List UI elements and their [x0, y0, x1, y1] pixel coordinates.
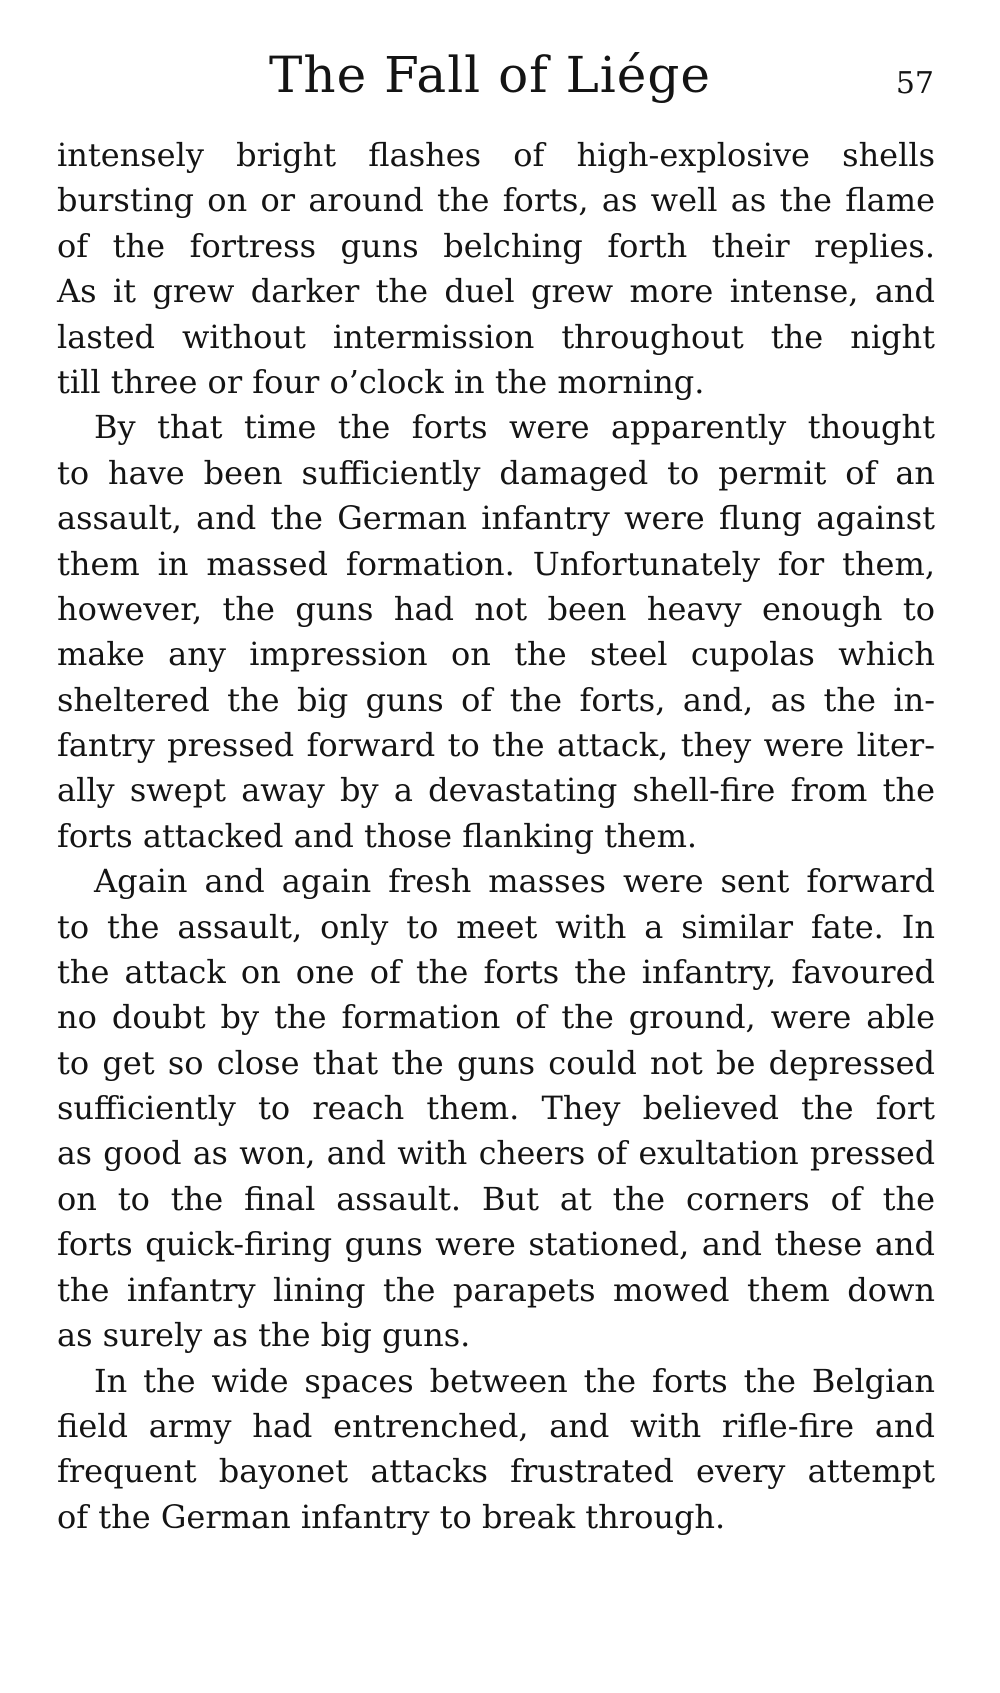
text-line: the attack on one of the forts the infantry, favoured: [57, 953, 935, 992]
text-line: frequent bayonet attacks frustrated every attempt: [57, 1452, 935, 1491]
text-line: to get so close that the guns could not be depressed: [57, 1043, 935, 1082]
text-line: to have been sufficiently damaged to permit of an: [57, 453, 935, 492]
text-line: as good as won, and with cheers of exultation pressed: [57, 1135, 935, 1172]
text-line: make any impression on the steel cupolas which: [57, 635, 935, 674]
paragraph: [57, 405, 935, 859]
text-line: on to the final assault. But at the corners of the: [57, 1179, 935, 1218]
text-line: field army had entrenched, and with rifle-fire and: [57, 1406, 935, 1445]
body-text: [57, 133, 935, 1540]
text-line: as surely as the big guns.: [57, 1316, 471, 1355]
text-line: As it grew darker the duel grew more intense, and: [57, 272, 935, 311]
text-line: ally swept away by a devastating shell-fire from the: [57, 771, 935, 810]
text-line: In the wide spaces between the forts the Belgian: [94, 1361, 935, 1400]
page-number: 57: [895, 66, 934, 101]
text-line: them in massed formation. Unfortunately for them,: [57, 544, 935, 583]
text-line: the infantry lining the parapets mowed them down: [57, 1270, 935, 1309]
paragraph: [57, 859, 935, 1358]
text-line: sheltered the big guns of the forts, and, as the in-: [57, 680, 935, 719]
text-line: no doubt by the formation of the ground, were able: [57, 998, 935, 1037]
text-line: forts quick-firing guns were stationed, and these and: [57, 1225, 935, 1264]
text-line: lasted without intermission throughout the night: [57, 317, 935, 356]
text-line: to the assault, only to meet with a similar fate. In: [57, 907, 935, 946]
text-line: bursting on or around the forts, as well as the flame: [57, 181, 935, 220]
text-line: By that time the forts were apparently thought: [94, 408, 935, 447]
text-line: sufficiently to reach them. They believed the fort: [57, 1089, 935, 1128]
text-line: of the fortress guns belching forth their replies.: [57, 226, 935, 265]
running-head: [0, 40, 1000, 120]
text-line: however, the guns had not been heavy enough to: [57, 589, 935, 628]
text-line: intensely bright flashes of high-explosive shells: [57, 136, 935, 174]
paragraph: [57, 133, 935, 405]
text-line: assault, and the German infantry were flung against: [57, 499, 935, 538]
paragraph: [57, 1359, 935, 1541]
text-line: till three or four o’clock in the morning.: [57, 362, 705, 401]
text-line: Again and again fresh masses were sent forward: [94, 862, 935, 901]
running-title: The Fall of Liége: [269, 46, 711, 104]
text-line: fantry pressed forward to the attack, they were liter-: [57, 726, 935, 765]
text-line: forts attacked and those flanking them.: [57, 816, 698, 855]
text-line: of the German infantry to break through.: [57, 1497, 726, 1536]
